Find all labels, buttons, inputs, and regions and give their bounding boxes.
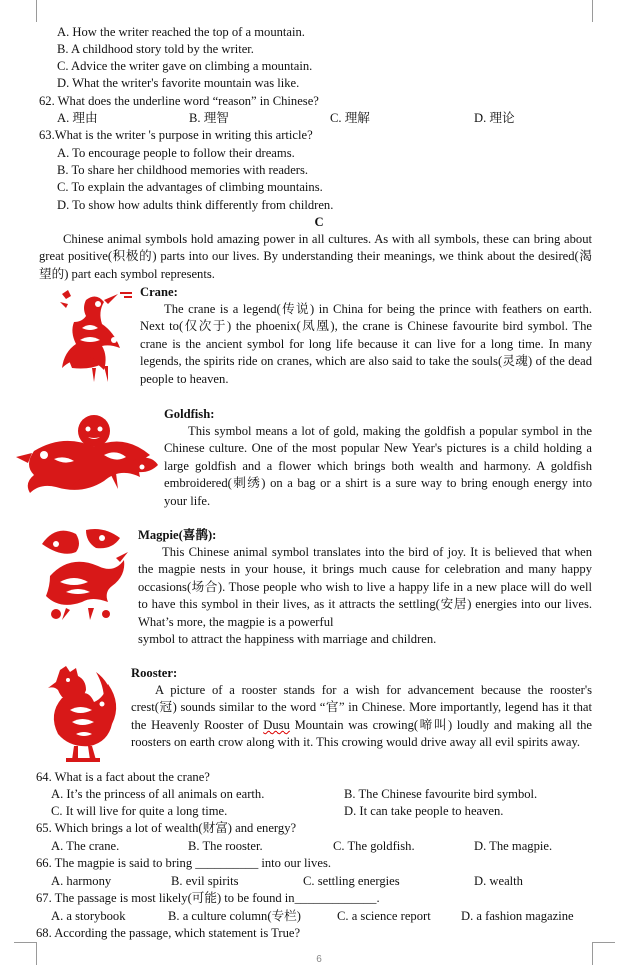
crop-mark-top-right	[592, 0, 615, 22]
q62-option-a: A. 理由	[57, 111, 98, 125]
q64-option-c: C. It will live for quite a long time.	[51, 804, 228, 818]
magpie-title: Magpie(喜鹊):	[138, 528, 217, 542]
page-number: 6	[316, 954, 322, 965]
q61-option-d: D. What the writer's favorite mountain was like.	[57, 76, 300, 90]
q63-question: 63.What is the writer 's purpose in writing this article?	[39, 128, 313, 142]
q65-option-b: B. The rooster.	[188, 839, 263, 853]
section-label: C	[314, 215, 324, 229]
q65-question: 65. Which brings a lot of wealth(财富) and energy?	[36, 821, 297, 835]
q64-option-b: B. The Chinese favourite bird symbol.	[344, 787, 538, 801]
q63-option-d: D. To show how adults think differently from children.	[57, 198, 334, 212]
crane-paragraph: The crane is a legend(传说) in China for being the prince with feathers on earth. Next to(仅次于) the phoenix(凤凰), the crane is Chinese favourite bird symbol. The crane is the ancient symbol for long life because it can live for a long time. In many legends, the spirits ride on cranes, which are also said to take the souls(灵魂) of the dead people to heaven.	[140, 302, 592, 386]
q62-option-d: D. 理论	[474, 111, 515, 125]
q66-option-d: D. wealth	[474, 874, 523, 888]
goldfish-papercut-image	[14, 411, 160, 493]
goldfish-title: Goldfish:	[164, 407, 215, 421]
q66-option-b: B. evil spirits	[171, 874, 239, 888]
rooster-papercut-image	[40, 664, 124, 764]
q67-option-a: A. a storybook	[51, 909, 126, 923]
q61-option-b: B. A childhood story told by the writer.	[57, 42, 254, 56]
magpie-paragraph-last-line: symbol to attract the happiness with marriage and children.	[138, 632, 437, 646]
q63-option-c: C. To explain the advantages of climbing mountains.	[57, 180, 323, 194]
q66-question: 66. The magpie is said to bring __________ into our lives.	[36, 856, 331, 870]
q62-option-b: B. 理智	[189, 111, 229, 125]
q67-option-d: D. a fashion magazine	[461, 909, 574, 923]
q65-option-a: A. The crane.	[51, 839, 120, 853]
rooster-place-name: Dusu	[263, 717, 290, 732]
q64-option-d: D. It can take people to heaven.	[344, 804, 504, 818]
q63-option-b: B. To share her childhood memories with readers.	[57, 163, 309, 177]
q68-question: 68. According the passage, which statement is True?	[36, 926, 301, 940]
q66-option-a: A. harmony	[51, 874, 112, 888]
q66-option-c: C. settling energies	[303, 874, 400, 888]
q61-option-a: A. How the writer reached the top of a mountain.	[57, 25, 305, 39]
crane-title: Crane:	[140, 285, 178, 299]
q65-option-c: C. The goldfish.	[333, 839, 415, 853]
q61-option-c: C. Advice the writer gave on climbing a mountain.	[57, 59, 313, 73]
q67-question: 67. The passage is most likely(可能) to be found in_____________.	[36, 891, 380, 905]
intro-paragraph: Chinese animal symbols hold amazing power in all cultures. As with all symbols, these can bring about great positive(积极的) parts into our lives. By understanding their meanings, we think about the desired(渴望的) part each symbol represents.	[39, 232, 592, 281]
goldfish-paragraph: This symbol means a lot of gold, making the goldfish a popular symbol in the Chinese culture. One of the most popular New Year's pictures is a child holding a large goldfish and a flower which brings both wealth and harmony. A goldfish embroidered(刺绣) on a bag or a shirt is a sure way to bring enough energy into your life.	[164, 424, 592, 508]
crane-papercut-image	[58, 288, 136, 384]
rooster-title: Rooster:	[131, 666, 178, 680]
q62-option-c: C. 理解	[330, 111, 370, 125]
magpie-paragraph: This Chinese animal symbol translates into the bird of joy. It is believed that when the magpie nests in your house, it brings much cause for celebration and many happy occasions(场合). Those people who wish to live a happy life in a new place will do well to have this symbol in their lives, as it attracts the settling(安居) energies into our lives. What’s more, the magpie is a powerful	[138, 545, 592, 629]
rooster-paragraph: A picture of a rooster stands for a wish for advancement because the rooster's crest(冠) sounds similar to the word “官” in Chinese. More importantly, legend has it that the Heavenly Rooster of Dusu Mountain was crowing(啼叫) loudly and making all the roosters on earth crow along with it. This crowing would drive away all evil spirits away.	[131, 683, 592, 750]
q62-question: 62. What does the underline word “reason” in Chinese?	[39, 94, 319, 108]
crop-mark-top-left	[14, 0, 37, 22]
q64-option-a: A. It’s the princess of all animals on earth.	[51, 787, 265, 801]
q63-option-a: A. To encourage people to follow their dreams.	[57, 146, 295, 160]
q65-option-d: D. The magpie.	[474, 839, 553, 853]
q67-option-c: C. a science report	[337, 909, 431, 923]
magpie-papercut-image	[36, 524, 130, 622]
q64-question: 64. What is a fact about the crane?	[36, 770, 210, 784]
q67-option-b: B. a culture column(专栏)	[168, 909, 301, 923]
